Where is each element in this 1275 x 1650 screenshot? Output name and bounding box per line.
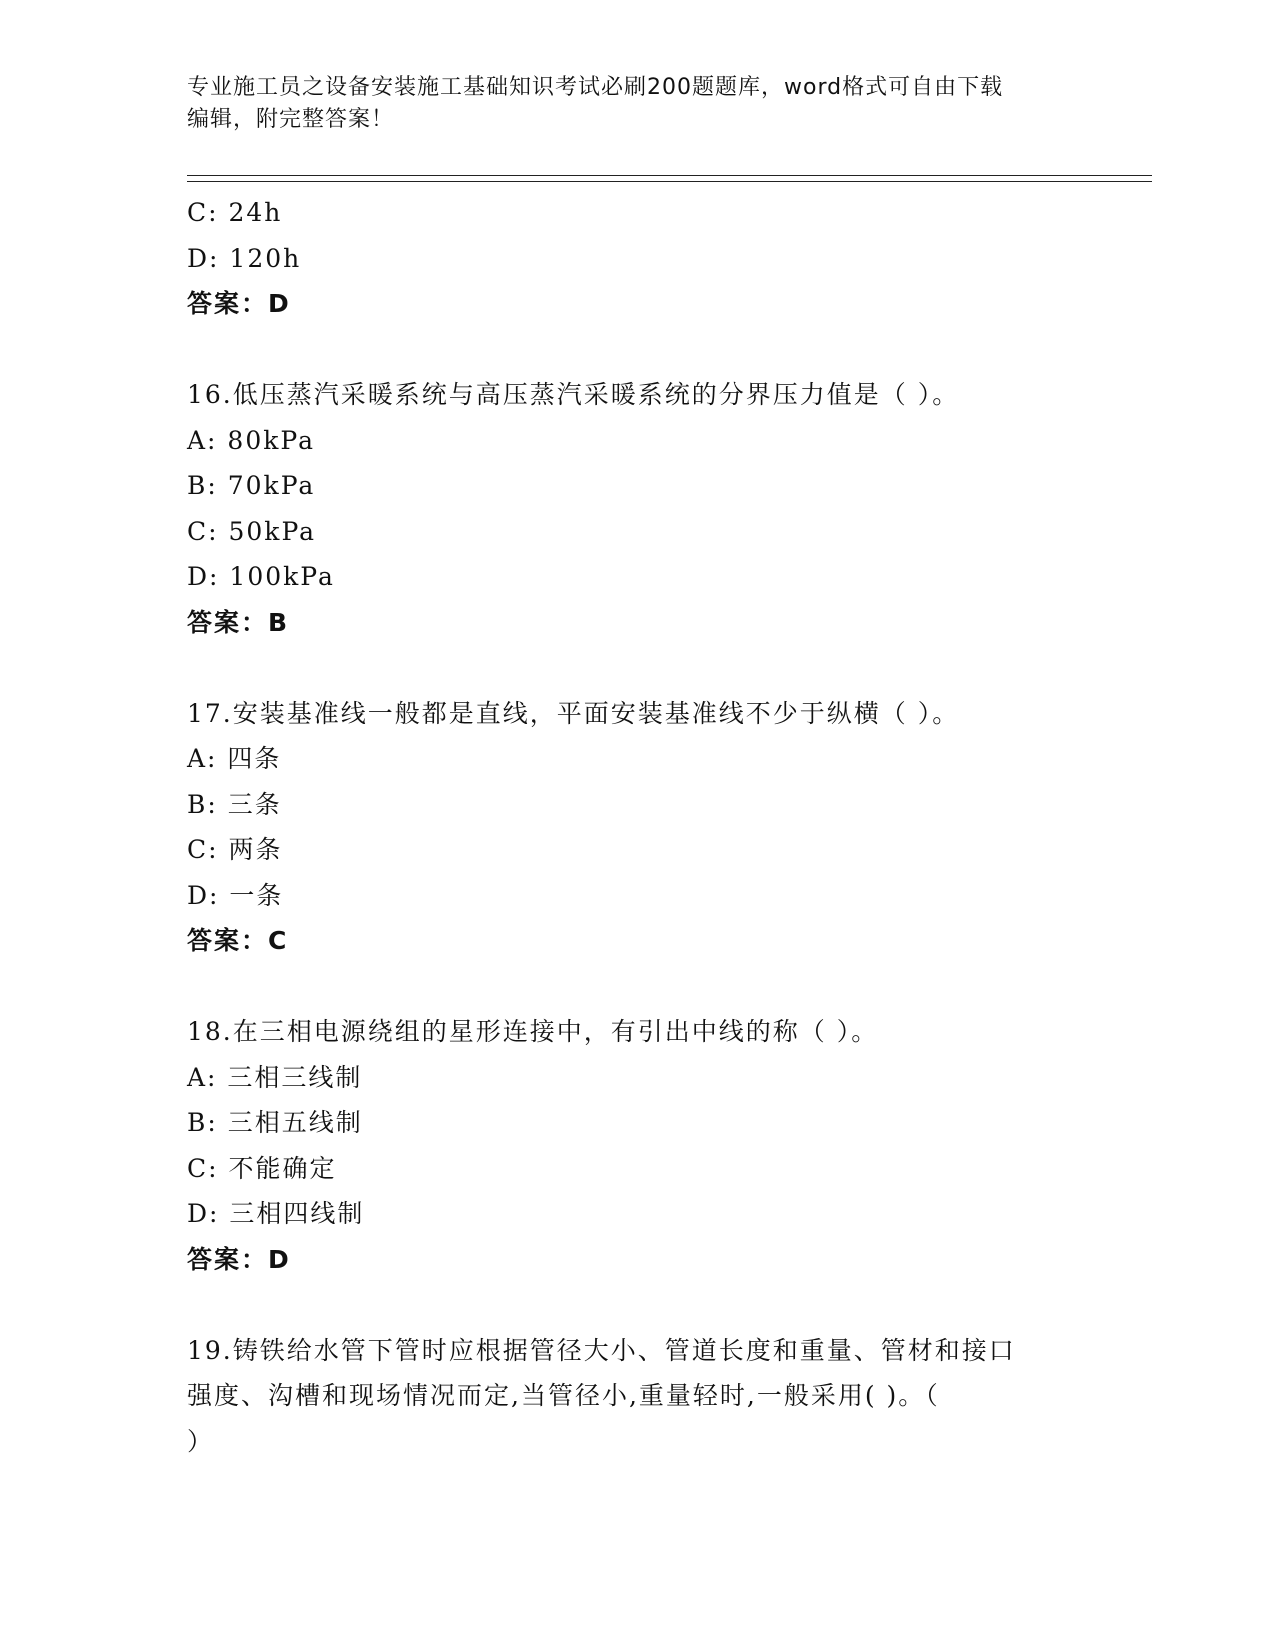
header-divider-bottom: [187, 181, 1152, 182]
question-17: [187, 691, 1087, 964]
answer-line: 答案：D: [187, 289, 291, 318]
spacer: [187, 645, 1087, 691]
spacer: [187, 964, 1087, 1010]
option-b: B: 三条: [187, 789, 282, 819]
question-text: 16.低压蒸汽采暖系统与高压蒸汽采暖系统的分界压力值是（ ）。: [187, 380, 960, 409]
question-19: [187, 1328, 1087, 1465]
answer-line: 答案：B: [187, 607, 290, 637]
question-text: 18.在三相电源绕组的星形连接中，有引出中线的称（ ）。: [187, 1017, 879, 1046]
question-text-line-1: 19.铸铁给水管下管时应根据管径大小、管道长度和重量、管材和接口: [187, 1335, 1016, 1365]
option-c: C: 24h: [187, 198, 283, 227]
option-c: C: 两条: [187, 835, 283, 864]
option-c: C: 50kPa: [187, 516, 317, 546]
spacer: [187, 327, 1087, 373]
header-divider-top: [187, 175, 1152, 176]
spacer: [187, 1282, 1087, 1328]
question-text-line-3: ）: [187, 1426, 215, 1456]
document-header: [187, 72, 1087, 136]
option-d: D: 100kPa: [187, 562, 335, 591]
option-d: D: 120h: [187, 243, 302, 273]
option-d: D: 三相四线制: [187, 1199, 365, 1228]
answer-line: 答案：C: [187, 926, 289, 955]
question-18: [187, 1009, 1087, 1282]
question-text-line-2: 强度、沟槽和现场情况而定,当管径小,重量轻时,一般采用( )。（: [187, 1381, 940, 1410]
option-a: A: 三相三线制: [187, 1062, 363, 1092]
option-c: C: 不能确定: [187, 1153, 337, 1183]
question-15-tail: [187, 190, 1087, 327]
option-b: B: 70kPa: [187, 471, 316, 500]
answer-line: 答案：D: [187, 1244, 291, 1274]
option-d: D: 一条: [187, 880, 284, 910]
question-list: [187, 190, 1087, 1464]
option-a: A: 80kPa: [187, 425, 315, 455]
option-b: B: 三相五线制: [187, 1108, 363, 1137]
option-a: A: 四条: [187, 744, 282, 773]
question-text: 17.安装基准线一般都是直线，平面安装基准线不少于纵横（ ）。: [187, 698, 960, 728]
header-title-line-2: 编辑，附完整答案！: [187, 107, 395, 132]
question-16: [187, 372, 1087, 645]
header-title-line-1: 专业施工员之设备安装施工基础知识考试必刷200题题库，word格式可自由下载: [187, 75, 1004, 100]
